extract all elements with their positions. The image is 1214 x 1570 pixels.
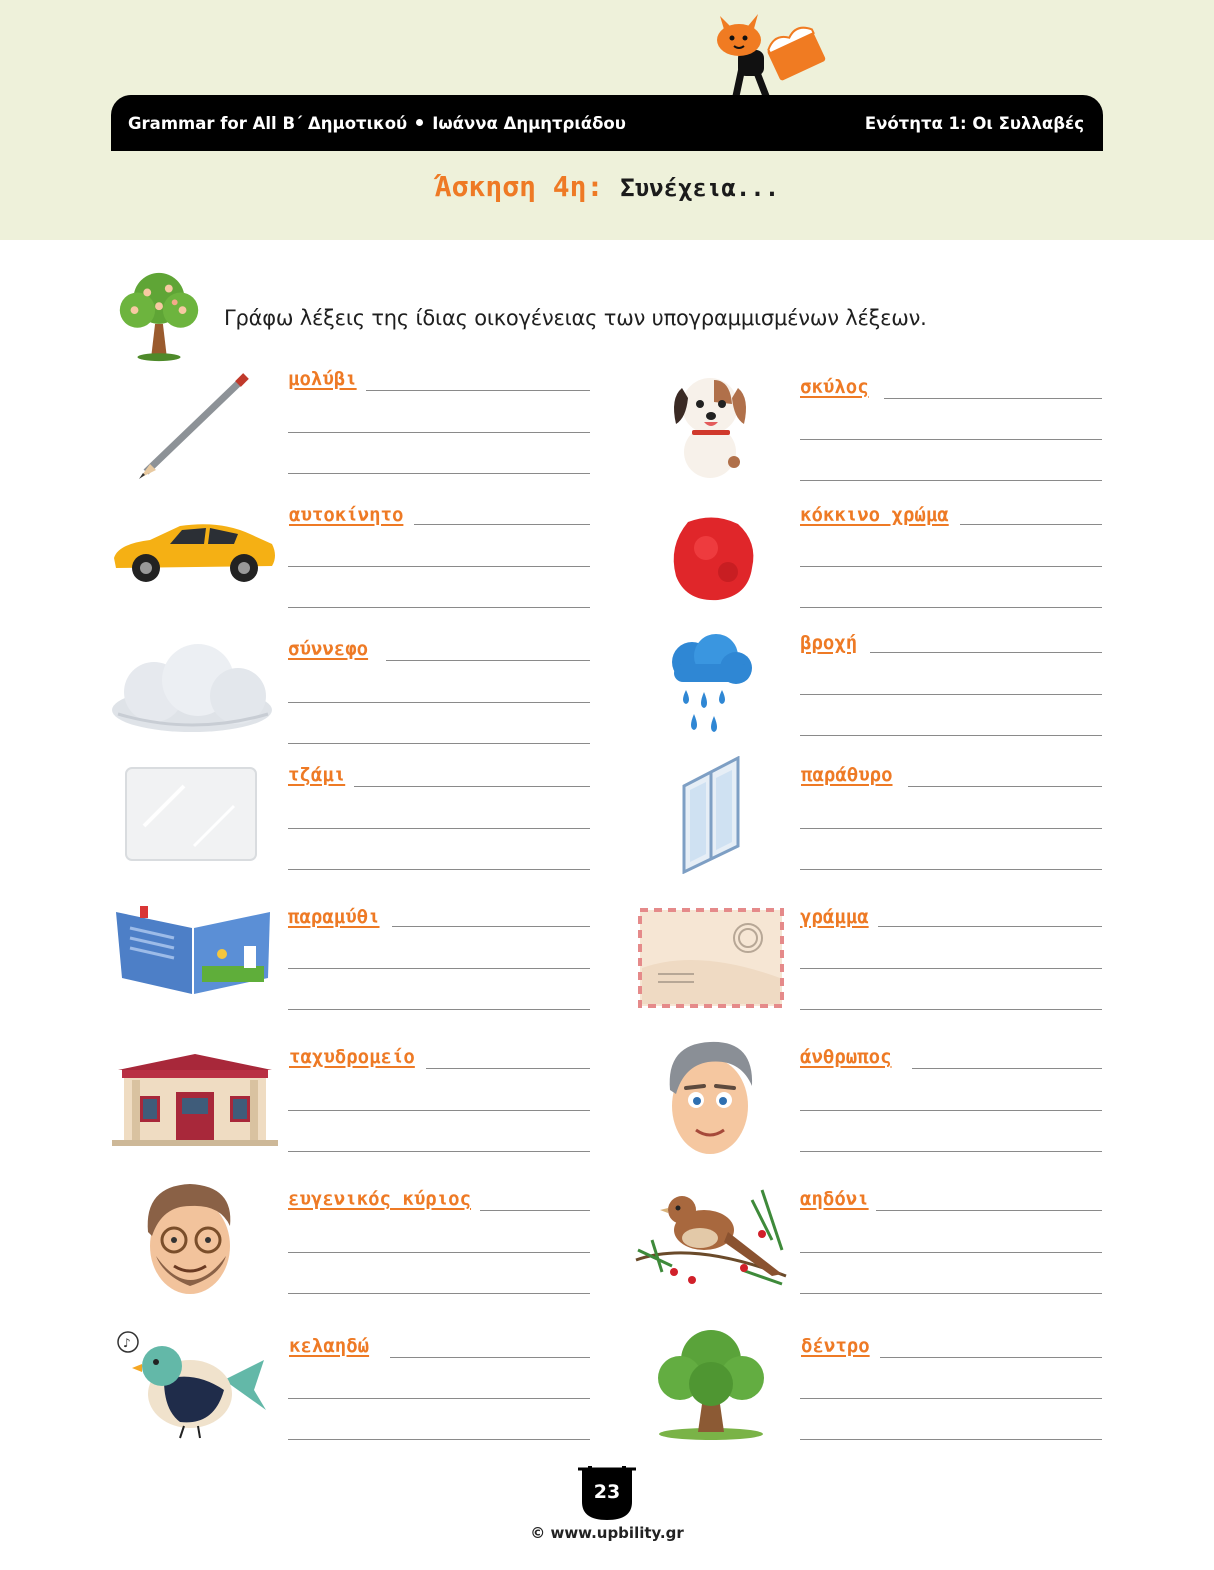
answer-line[interactable] [800,566,1102,567]
author-name: Ιωάννα Δημητριάδου [432,113,626,133]
answer-line[interactable] [960,524,1102,525]
answer-line[interactable] [800,735,1102,736]
target-word: μολύβι [288,368,363,390]
tree-icon [652,1326,770,1442]
answer-line[interactable] [800,439,1102,440]
dog-icon [668,368,754,480]
bullet-separator [416,119,423,126]
answer-line[interactable] [800,607,1102,608]
answer-line[interactable] [800,828,1102,829]
glass-pane-icon [124,766,258,862]
header-bar [111,95,1103,151]
answer-line[interactable] [800,694,1102,695]
answer-line[interactable] [884,398,1102,399]
answer-line[interactable] [288,566,590,567]
singing-bird-icon [114,1330,268,1440]
answer-line[interactable] [800,1252,1102,1253]
target-word: τζάμι [288,764,351,786]
answer-line[interactable] [288,1110,590,1111]
envelope-icon [638,908,784,1008]
answer-line[interactable] [908,786,1102,787]
nightingale-icon [632,1180,790,1296]
answer-line[interactable] [288,1252,590,1253]
car-icon [110,520,278,584]
window-icon [680,756,742,874]
answer-line[interactable] [288,432,590,433]
answer-line[interactable] [800,1110,1102,1111]
answer-line[interactable] [354,786,590,787]
answer-line[interactable] [288,1398,590,1399]
rain-cloud-icon [664,632,756,742]
red-paint-icon [668,512,758,604]
pencil-icon [136,372,252,480]
unit-title: Ενότητα 1: Οι Συλλαβές [864,113,1084,133]
answer-line[interactable] [912,1068,1102,1069]
answer-line[interactable] [800,1293,1102,1294]
answer-line[interactable] [414,524,590,525]
answer-line[interactable] [288,702,590,703]
target-word: ταχυδρομείο [289,1046,421,1068]
exercise-number: Άσκηση 4η: [434,170,604,203]
target-word: άνθρωπος [800,1046,898,1068]
book-title: Grammar for All Β΄ Δημοτικού [128,113,408,133]
target-word: παράθυρο [801,764,899,786]
target-word: σκύλος [800,376,875,398]
page-number: 23 [593,1481,621,1503]
answer-line[interactable] [288,828,590,829]
answer-line[interactable] [288,1293,590,1294]
answer-line[interactable] [876,1210,1102,1211]
exercise-title [0,170,1214,203]
blossom-tree-icon [110,267,208,365]
cat-mascot-icon [712,8,832,100]
target-word: δέντρο [801,1335,876,1357]
answer-line[interactable] [800,869,1102,870]
answer-line[interactable] [800,1439,1102,1440]
answer-line[interactable] [288,743,590,744]
answer-line[interactable] [870,652,1102,653]
answer-line[interactable] [878,926,1102,927]
answer-line[interactable] [800,968,1102,969]
answer-line[interactable] [288,869,590,870]
answer-line[interactable] [480,1210,590,1211]
answer-line[interactable] [288,473,590,474]
target-word: αηδόνι [800,1188,875,1210]
answer-line[interactable] [288,1151,590,1152]
answer-line[interactable] [366,390,590,391]
target-word: βροχή [800,632,863,654]
answer-line[interactable] [800,1151,1102,1152]
target-word: κελαηδώ [289,1335,375,1357]
header-left [128,114,626,133]
answer-line[interactable] [288,1009,590,1010]
answer-line[interactable] [386,660,590,661]
answer-line[interactable] [426,1068,590,1069]
target-word: αυτοκίνητο [289,504,409,526]
answer-line[interactable] [288,1439,590,1440]
answer-line[interactable] [880,1357,1102,1358]
man-icon [660,1036,760,1158]
target-word: ευγενικός κύριος [288,1188,477,1210]
answer-line[interactable] [800,1398,1102,1399]
answer-line[interactable] [800,1009,1102,1010]
svg-text:♪: ♪ [123,1336,131,1350]
post-office-icon [112,1052,278,1148]
answer-line[interactable] [390,1357,590,1358]
target-word: γράμμα [800,906,875,928]
instruction-text: Γράφω λέξεις της ίδιας οικογένειας των υπογραμμισμένων λέξεων. [224,306,927,330]
answer-line[interactable] [392,926,590,927]
answer-line[interactable] [800,480,1102,481]
exercise-subtitle: Συνέχεια... [620,174,780,202]
storybook-icon [114,904,272,998]
answer-line[interactable] [288,607,590,608]
answer-line[interactable] [288,968,590,969]
target-word: κόκκινο χρώμα [800,504,955,526]
target-word: παραμύθι [288,906,386,928]
cloud-icon [108,640,276,734]
footer-copyright: © www.upbility.gr [530,1524,684,1542]
gentleman-icon [134,1176,248,1300]
target-word: σύννεφο [288,638,374,660]
